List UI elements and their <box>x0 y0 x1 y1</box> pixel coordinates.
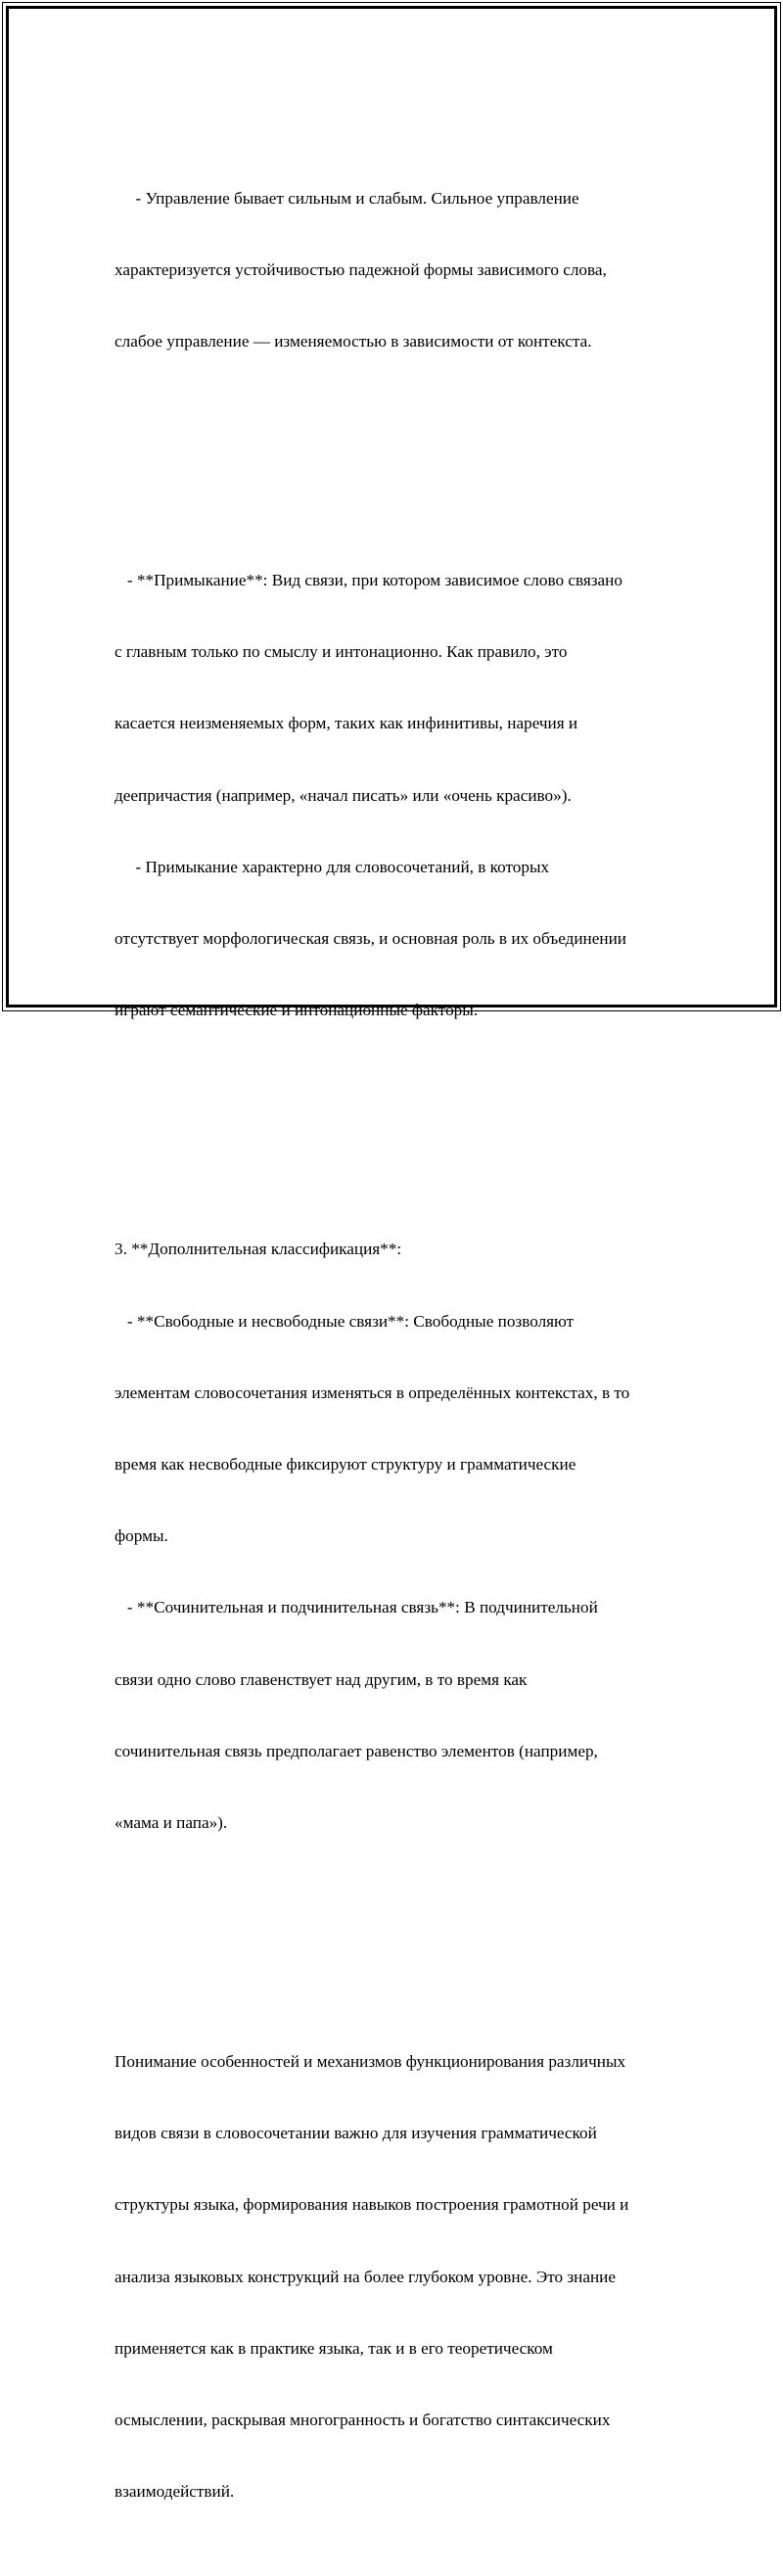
paragraph-gap <box>115 1931 682 1954</box>
text-line: характеризуется устойчивостью падежной формы зависимого слова, <box>115 259 607 279</box>
text-line: видов связи в словосочетании важно для изучения грамматической <box>115 2124 597 2143</box>
text-line: - Управление бывает сильным и слабым. Сильное управление <box>115 188 579 208</box>
text-line: формы. <box>115 1526 168 1546</box>
text-line: - **Примыкание**: Вид связи, при котором зависимое слово связано <box>115 571 622 590</box>
text-line: Понимание особенностей и механизмов функционирования различных <box>115 2051 626 2071</box>
text-line: элементам словосочетания изменяться в определённых контекстах, в то <box>115 1382 630 1402</box>
text-line: связи одно слово главенствует над другим, в то время как <box>115 1669 528 1689</box>
text-line: отсутствует морфологическая связь, и основная роль в их объединении <box>115 929 626 949</box>
text-line: взаимодействий. <box>115 2482 235 2502</box>
paragraph-additional-classification <box>115 1191 682 1884</box>
text-line: деепричастия (например, «начал писать» или «очень красиво»). <box>115 785 572 805</box>
text-line: время как несвободные фиксируют структуру и грамматические <box>115 1454 576 1474</box>
text-line: анализа языковых конструкций на более глубоком уровне. Это знание <box>115 2267 617 2286</box>
document-text <box>115 91 682 2576</box>
paragraph-adjunction <box>115 521 682 1070</box>
text-line: применяется как в практике языка, так и в его теоретическом <box>115 2338 553 2358</box>
paragraph-conclusion <box>115 2002 682 2552</box>
text-line: сочинительная связь предполагает равенство элементов (например, <box>115 1741 598 1760</box>
text-line: структуры языка, формирования навыков построения грамотной речи и <box>115 2195 629 2215</box>
text-line: - Примыкание характерно для словосочетаний, в которых <box>115 857 550 876</box>
text-line: слабое управление — изменяемостью в зависимости от контекста. <box>115 332 592 351</box>
paragraph-gap <box>115 1118 682 1142</box>
text-line: осмыслении, раскрывая многогранность и богатство синтаксических <box>115 2410 611 2429</box>
text-line: «мама и папа»). <box>115 1812 228 1832</box>
text-line: касается неизменяемых форм, таких как инфинитивы, наречия и <box>115 714 578 733</box>
paragraph-gap <box>115 449 682 473</box>
text-line: - **Сочинительная и подчинительная связь**: В подчинительной <box>115 1598 598 1617</box>
text-line: играют семантические и интонационные факторы. <box>115 1001 479 1020</box>
text-line: с главным только по смыслу и интонационно. Как правило, это <box>115 642 568 662</box>
text-line: - **Свободные и несвободные связи**: Свободные позволяют <box>115 1311 575 1331</box>
paragraph-strong-weak-government <box>115 139 682 401</box>
text-line: 3. **Дополнительная классификация**: <box>115 1240 402 1259</box>
